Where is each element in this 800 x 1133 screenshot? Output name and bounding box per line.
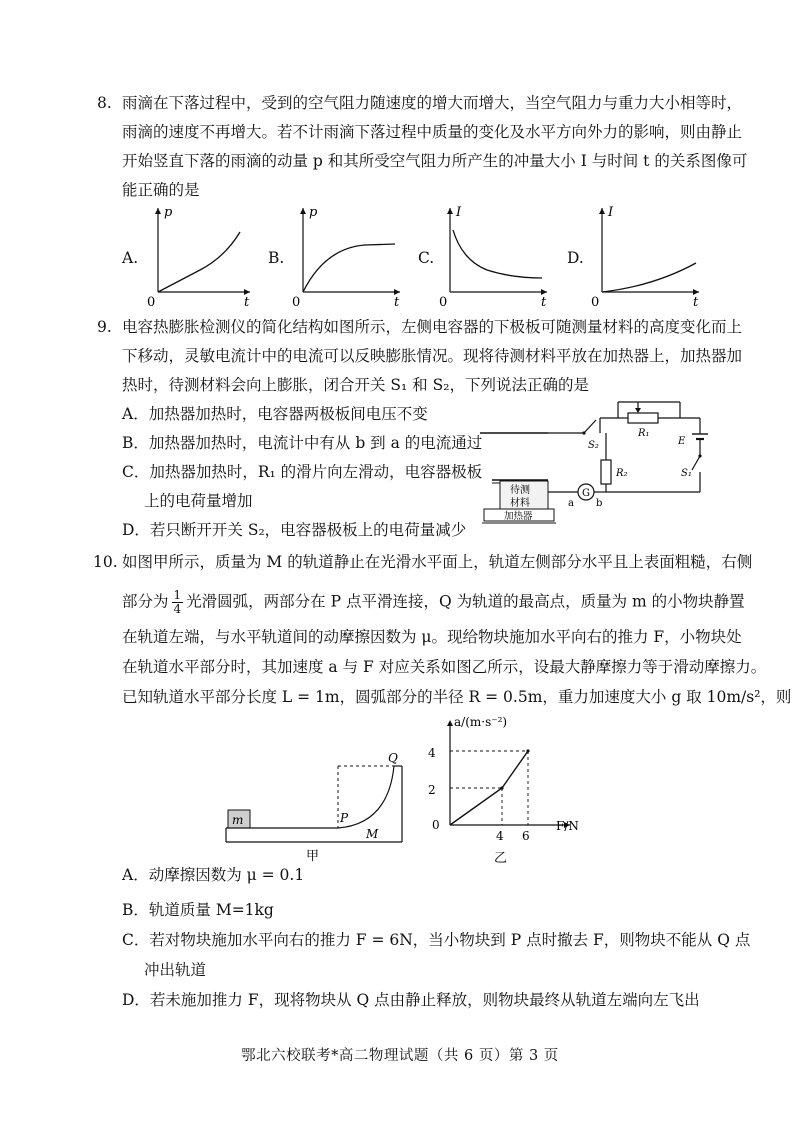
chart-y-label: a/(m·s⁻²) (454, 715, 508, 729)
q8-graph-b-ylabel: p (309, 205, 318, 220)
q9-option-a: A．加热器加热时，电容器两极板间电压不变 (122, 405, 428, 423)
q10-line-5: 已知轨道水平部分长度 L = 1m，圆弧部分的半径 R = 0.5m，重力加速度大小 g 取 10m/s²，则 (122, 688, 792, 706)
chart-y-tick-2: 2 (428, 783, 436, 797)
q9-label-material-2: 材料 (510, 498, 530, 509)
q8-graph-d (584, 200, 709, 310)
q8-option-c: C. (418, 249, 435, 267)
q9-option-d: D．若只断开开关 S₂，电容器极板上的电荷量减少 (122, 521, 467, 539)
q10-line-4: 在轨道水平部分时，其加速度 a 与 F 对应关系如图乙所示，设最大静摩擦力等于滑动摩擦力。 (122, 658, 767, 676)
q9-option-c: C．加热器加热时，R₁ 的滑片向左滑动，电容器极板 (122, 463, 483, 481)
q9-label-g: G (582, 488, 590, 499)
chart-point-1 (500, 786, 503, 789)
q9-label-a: a (568, 498, 574, 509)
q10-label-p: P (340, 811, 349, 825)
q10-line-2-post: 光滑圆弧，两部分在 P 点平滑连接，Q 为轨道的最高点，质量为 m 的小物块静置 (186, 592, 745, 611)
q9-circuit-diagram (478, 400, 718, 530)
q8-graph-c-xlabel: t (541, 295, 547, 310)
q9-line-3: 热时，待测材料会向上膨胀，闭合开关 S₁ 和 S₂，下列说法正确的是 (122, 376, 589, 394)
q8-graph-b-xlabel: t (394, 295, 400, 310)
q10-figure-track (222, 752, 422, 862)
q8-graph-a-xlabel: t (244, 295, 250, 310)
q8-graph-a-origin: 0 (147, 295, 156, 310)
q8-number: 8. (97, 94, 112, 112)
q10-caption-right: 乙 (494, 851, 508, 864)
q8-option-a: A. (122, 249, 139, 267)
q10-line-2 (122, 589, 745, 616)
q10-option-c-cont: 冲出轨道 (144, 961, 207, 979)
q8-graph-c-ylabel: I (456, 205, 462, 220)
q8-line-3: 开始竖直下落的雨滴的动量 p 和其所受空气阻力所产生的冲量大小 I 与时间 t 的关系图像可 (122, 152, 748, 170)
q8-graph-d-origin: 0 (591, 295, 600, 310)
q8-graph-a-ylabel: p (164, 205, 173, 220)
q9-label-r1: R₁ (638, 428, 650, 439)
q10-chart-a-vs-f (420, 712, 600, 864)
q9-label-heater: 加热器 (504, 511, 533, 522)
q10-option-b: B．轨道质量 M=1kg (122, 901, 274, 919)
q8-line-2: 雨滴的速度不再增大。若不计雨滴下落过程中质量的变化及水平方向外力的影响，则由静止 (122, 123, 743, 141)
q9-number: 9. (97, 318, 112, 336)
quarter-fraction (172, 589, 184, 616)
q10-option-c: C．若对物块施加水平向右的推力 F = 6N，当小物块到 P 点时撤去 F，则物块不能从 Q 点 (122, 931, 751, 949)
q9-line-1: 电容热膨胀检测仪的简化结构如图所示，左侧电容器的下极板可随测量材料的高度变化而上 (122, 318, 743, 336)
q8-graph-d-xlabel: t (693, 295, 699, 310)
q8-graph-d-ylabel: I (608, 205, 614, 220)
chart-origin-label: 0 (432, 818, 440, 832)
q8-graph-a (140, 200, 260, 310)
q10-caption-left: 甲 (306, 849, 320, 862)
q8-graph-b (285, 200, 410, 310)
q10-line-2-pre: 部分为 (122, 592, 169, 611)
q8-option-b: B. (268, 249, 285, 267)
q10-option-a: A．动摩擦因数为 μ = 0.1 (122, 866, 305, 884)
q10-number: 10. (93, 553, 118, 571)
q9-label-material-1: 待测 (510, 485, 530, 496)
chart-x-tick-4: 4 (496, 829, 504, 843)
q8-option-d: D. (567, 249, 584, 267)
q9-label-r2: R₂ (616, 468, 628, 479)
q8-graph-b-origin: 0 (292, 295, 301, 310)
q10-label-m: m (232, 813, 244, 827)
q9-line-2: 下移动，灵敏电流计中的电流可以反映膨胀情况。现将待测材料平放在加热器上，加热器加 (122, 347, 743, 365)
q9-label-s1: S₁ (681, 468, 692, 479)
q10-option-d: D．若未施加推力 F，现将物块从 Q 点由静止释放，则物块最终从轨道左端向左飞出 (122, 991, 700, 1009)
q8-line-4: 能正确的是 (122, 181, 200, 199)
q10-label-q: Q (388, 752, 398, 765)
q8-graph-c (432, 200, 557, 310)
chart-point-2 (526, 749, 529, 752)
q9-label-b: b (596, 498, 603, 509)
q9-option-c-cont: 上的电荷量增加 (144, 492, 253, 510)
q9-option-b: B．加热器加热时，电流计中有从 b 到 a 的电流通过 (122, 434, 483, 452)
q8-line-1: 雨滴在下落过程中，受到的空气阻力随速度的增大而增大，当空气阻力与重力大小相等时， (122, 94, 743, 112)
q9-label-s2: S₂ (588, 440, 599, 451)
q10-line-3: 在轨道左端，与水平轨道间的动摩擦因数为 μ。现给物块施加水平向右的推力 F，小物块处 (122, 628, 742, 646)
q9-label-e: E (678, 436, 686, 447)
fraction-denominator: 4 (173, 602, 182, 616)
q10-label-M: M (366, 827, 379, 841)
q10-line-1: 如图甲所示，质量为 M 的轨道静止在光滑水平面上，轨道左侧部分水平且上表面粗糙，右侧 (122, 553, 753, 571)
chart-y-arrow (447, 720, 453, 726)
q8-graph-c-origin: 0 (439, 295, 448, 310)
chart-x-tick-6: 6 (522, 829, 530, 843)
chart-x-label: F/N (556, 819, 579, 833)
fraction-numerator: 1 (173, 588, 182, 602)
chart-y-tick-4: 4 (428, 746, 436, 760)
page-footer: 鄂北六校联考*高二物理试题（共 6 页）第 3 页 (241, 1048, 559, 1064)
